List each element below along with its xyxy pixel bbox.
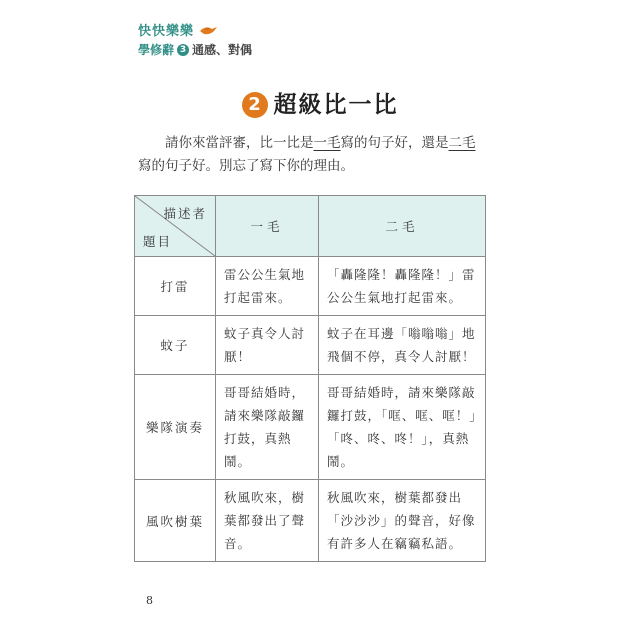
table-row	[135, 375, 486, 480]
table-row	[135, 480, 486, 562]
section-title-text: 超級比一比	[273, 92, 399, 118]
page-number: 8	[146, 594, 153, 607]
table-row	[135, 257, 486, 316]
intro-text-3: 寫的句子好。別忘了寫下你的理由。	[138, 158, 354, 174]
chapter-topic: 通感、對偶	[192, 43, 253, 57]
row-topic: 打雷	[135, 257, 216, 316]
intro-name-2: 二毛	[448, 135, 476, 151]
section-number-badge: 2	[242, 92, 268, 118]
running-header	[138, 20, 252, 58]
row-topic: 風吹樹葉	[135, 480, 216, 562]
corner-label-topic: 題目	[143, 234, 173, 249]
yimao-sentence: 哥哥結婚時，請來樂隊敲鑼打鼓，真熱鬧。	[216, 375, 319, 480]
intro-name-1: 一毛	[313, 135, 341, 151]
intro-text-2: 寫的句子好，還是	[340, 135, 449, 151]
table-row	[135, 316, 486, 375]
bird-icon	[198, 24, 218, 36]
yimao-sentence: 秋風吹來，樹葉都發出了聲音。	[216, 480, 319, 562]
row-topic: 樂隊演奏	[135, 375, 216, 480]
ermao-sentence: 蚊子在耳邊「嗡嗡嗡」地飛個不停，真令人討厭！	[319, 316, 486, 375]
subtitle-prefix: 學修辭	[138, 43, 175, 57]
yimao-sentence: 雷公公生氣地打起雷來。	[216, 257, 319, 316]
corner-header	[135, 196, 216, 257]
chapter-subtitle	[138, 41, 252, 58]
table-header-row	[135, 196, 486, 257]
yimao-sentence: 蚊子真令人討厭！	[216, 316, 319, 375]
ermao-sentence: 秋風吹來，樹葉都發出「沙沙沙」的聲音，好像有許多人在竊竊私語。	[319, 480, 486, 562]
corner-label-describer: 描述者	[163, 206, 207, 221]
column-header-ermao: 二毛	[319, 196, 486, 257]
column-header-yimao: 一毛	[216, 196, 319, 257]
section-title	[0, 86, 640, 119]
instruction-paragraph	[138, 132, 488, 178]
intro-text-1: 請你來當評審，比一比是	[165, 135, 314, 151]
comparison-table	[134, 195, 486, 562]
series-title: 快快樂樂	[138, 24, 195, 39]
ermao-sentence: 「轟隆隆！轟隆隆！」雷公公生氣地打起雷來。	[319, 257, 486, 316]
ermao-sentence: 哥哥結婚時，請來樂隊敲鑼打鼓，「哐、哐、哐！」「咚、咚、咚！」，真熱鬧。	[319, 375, 486, 480]
row-topic: 蚊子	[135, 316, 216, 375]
chapter-number: 3	[177, 44, 189, 56]
